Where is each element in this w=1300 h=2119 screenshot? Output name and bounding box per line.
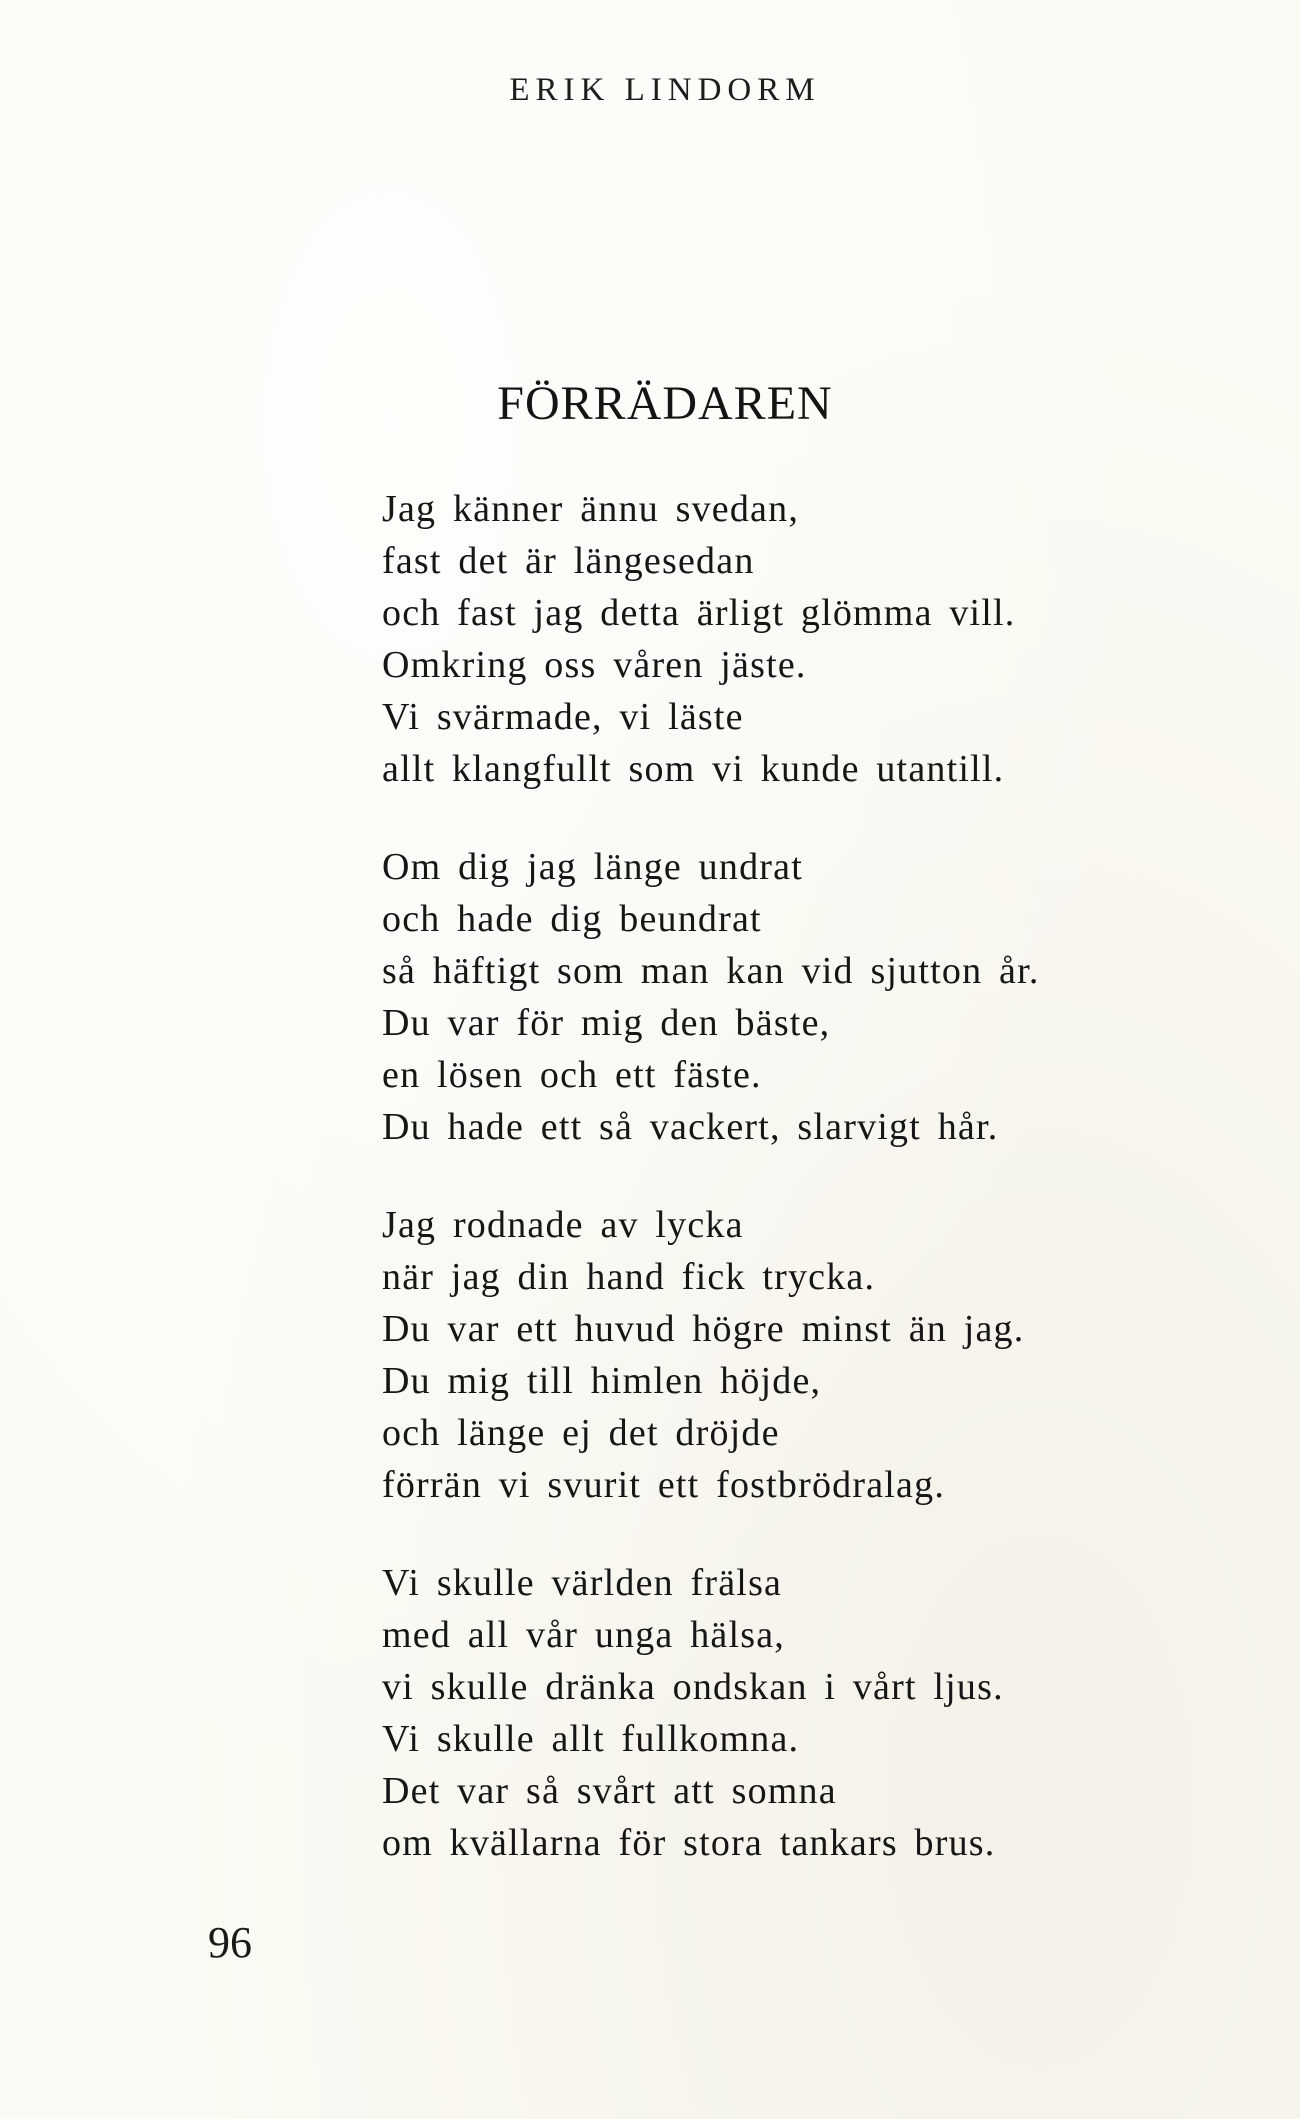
poem-line: när jag din hand fick trycka. [382, 1256, 876, 1298]
poem-line: fast det är längesedan [382, 540, 755, 582]
poem-line: Om dig jag länge undrat [382, 846, 803, 888]
poem-line: Vi skulle allt fullkomna. [382, 1718, 800, 1760]
poem-line: Det var så svårt att somna [382, 1770, 837, 1812]
running-head: ERIK LINDORM [509, 72, 821, 108]
poem-line: och fast jag detta ärligt glömma vill. [382, 592, 1016, 634]
poem-line: förrän vi svurit ett fostbrödralag. [382, 1464, 946, 1506]
poem-body [382, 483, 1262, 1915]
poem-line: Du mig till himlen höjde, [382, 1360, 822, 1402]
poem-line: om kvällarna för stora tankars brus. [382, 1822, 996, 1864]
poem-line: Vi svärmade, vi läste [382, 696, 744, 738]
poem-title: FÖRRÄDAREN [497, 377, 833, 430]
poem-line: Vi skulle världen frälsa [382, 1562, 783, 1604]
poem-line: och hade dig beundrat [382, 898, 762, 940]
poem-line: Jag känner ännu svedan, [382, 488, 800, 530]
poem-line: Du var ett huvud högre minst än jag. [382, 1308, 1025, 1350]
page-number: 96 [208, 1918, 252, 1967]
stanza-3 [382, 1199, 1262, 1511]
stanza-2 [382, 841, 1262, 1153]
poem-line: Du var för mig den bäste, [382, 1002, 831, 1044]
poem-line: Jag rodnade av lycka [382, 1204, 744, 1246]
poem-line: Du hade ett så vackert, slarvigt hår. [382, 1106, 999, 1148]
poem-line: och länge ej det dröjde [382, 1412, 780, 1454]
poem-line: så häftigt som man kan vid sjutton år. [382, 950, 1040, 992]
poem-line: allt klangfullt som vi kunde utantill. [382, 748, 1005, 790]
stanza-4 [382, 1557, 1262, 1869]
poem-line: med all vår unga hälsa, [382, 1614, 785, 1656]
stanza-1 [382, 483, 1262, 795]
poem-line: vi skulle dränka ondskan i vårt ljus. [382, 1666, 1004, 1708]
poem-line: Omkring oss våren jäste. [382, 644, 807, 686]
poem-line: en lösen och ett fäste. [382, 1054, 762, 1096]
